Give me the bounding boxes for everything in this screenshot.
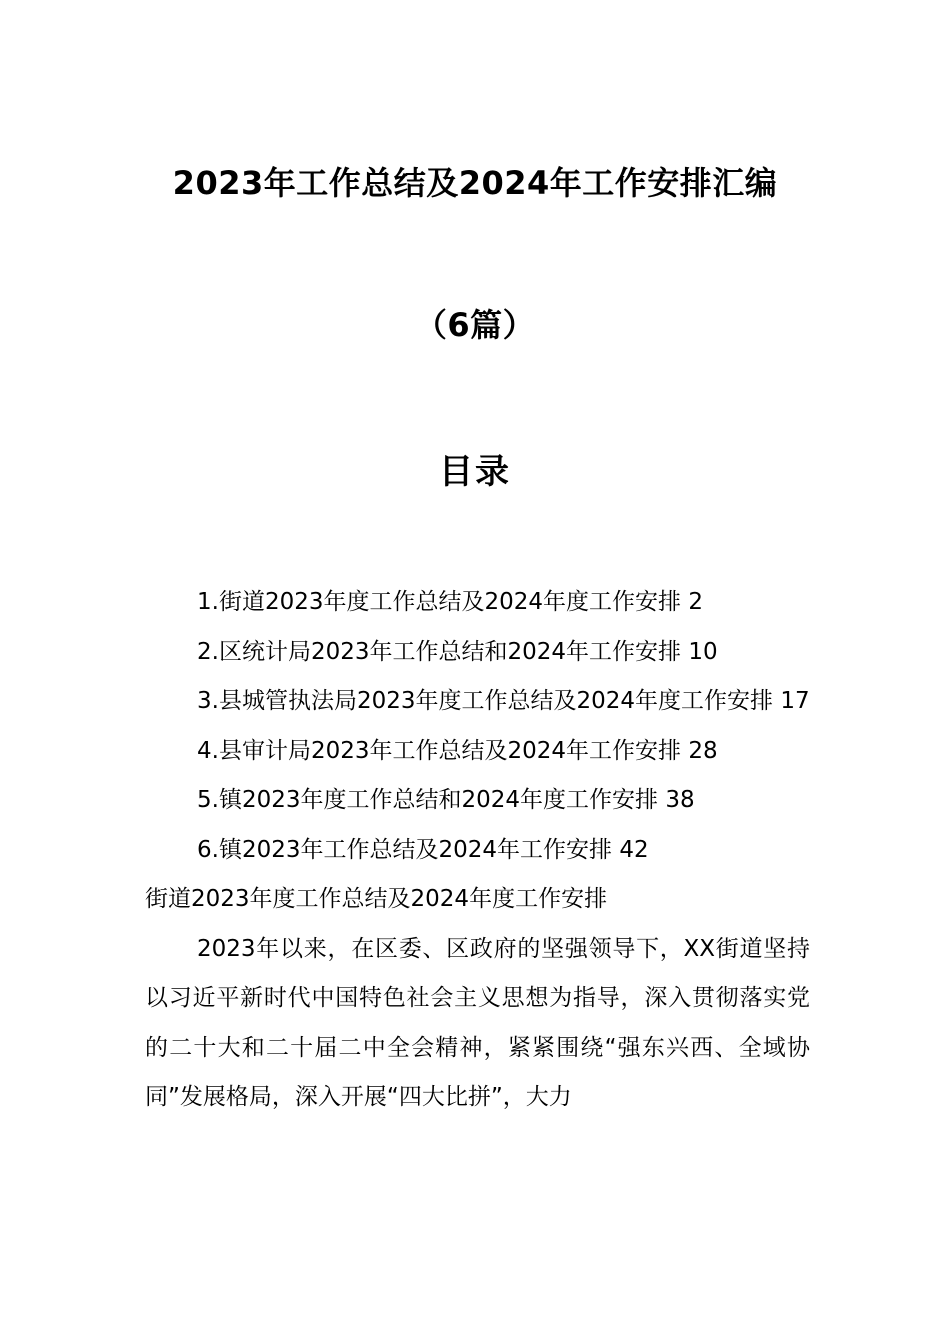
toc-item-1[interactable]: 1.街道2023年度工作总结及2024年度工作安排 2 <box>197 589 703 615</box>
toc-item-3[interactable]: 3.县城管执法局2023年度工作总结及2024年度工作安排 17 <box>197 688 810 714</box>
document-title: 2023年工作总结及2024年工作安排汇编 <box>172 164 778 202</box>
document-subtitle: （6篇） <box>414 306 536 344</box>
section-heading: 街道2023年度工作总结及2024年度工作安排 <box>145 886 608 912</box>
toc-item-2[interactable]: 2.区统计局2023年工作总结和2024年工作安排 10 <box>197 638 718 665</box>
toc-item-5[interactable]: 5.镇2023年度工作总结和2024年度工作安排 38 <box>197 787 695 813</box>
toc-heading: 目录 <box>439 452 511 492</box>
toc-item-6[interactable]: 6.镇2023年工作总结及2024年工作安排 42 <box>197 836 649 863</box>
toc-item-4[interactable]: 4.县审计局2023年工作总结及2024年工作安排 28 <box>197 737 718 764</box>
body-paragraph: 2023年以来，在区委、区政府的坚强领导下，XX街道坚持以习近平新时代中国特色社会主义思想为指导，深入贯彻落实党的二十大和二十届二中全会精神，紧紧围绕“强东兴西、全域协同”发展格局，深入开展“四大比拼”，大力 <box>145 935 810 1110</box>
table-of-contents <box>145 578 810 1123</box>
